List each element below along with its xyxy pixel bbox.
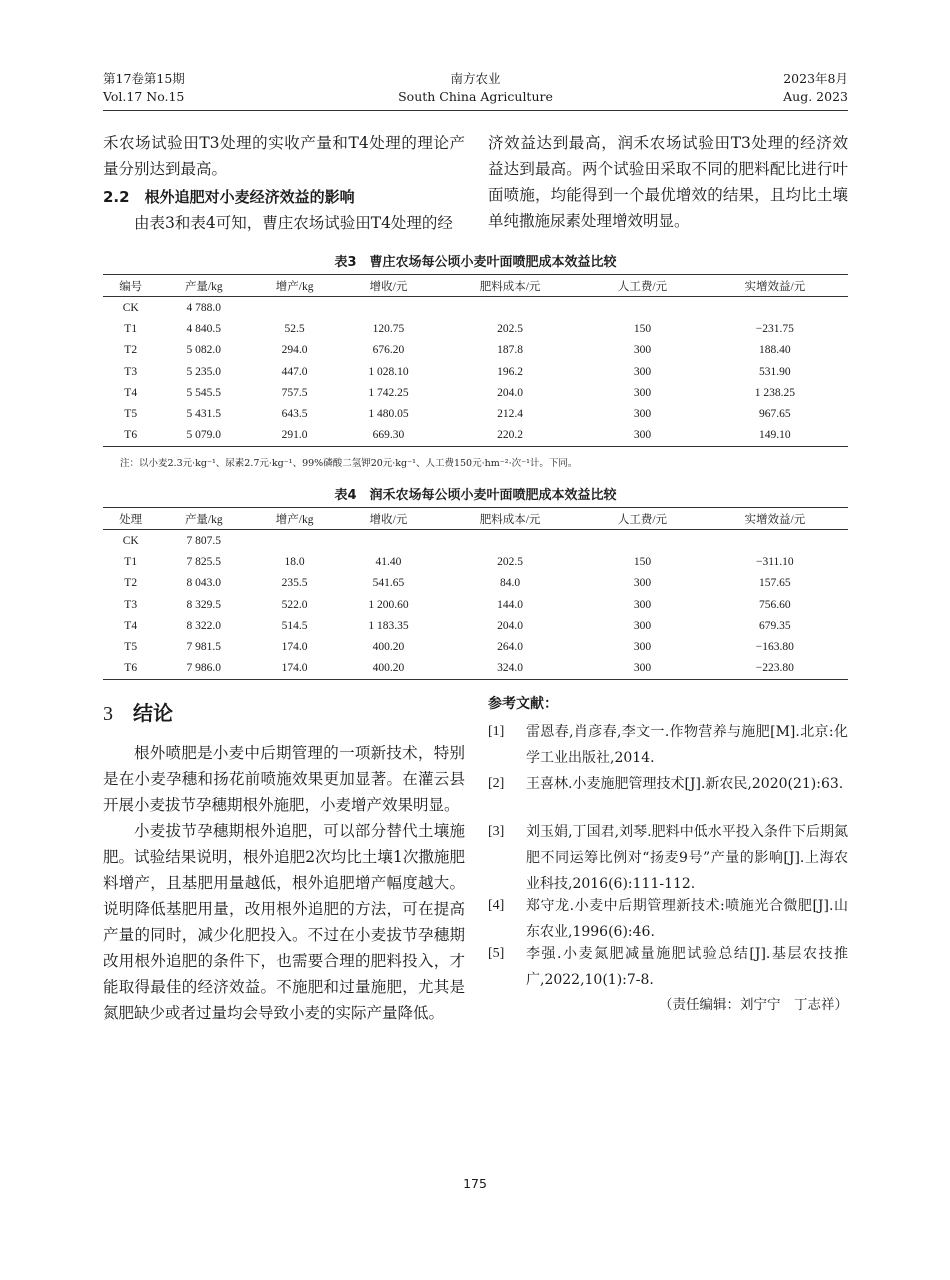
reference-item (488, 819, 848, 897)
table4-cell: 84.0 (500, 577, 521, 590)
table4-cell: 174.0 (281, 641, 308, 654)
table3-caption: 表3 曹庄农场每公顷小麦叶面喷肥成本效益比较 (334, 255, 617, 270)
table3-cell: 212.4 (497, 408, 524, 421)
table3-cell: 4 788.0 (186, 301, 222, 314)
reference-text: 李强.小麦氮肥减量施肥试验总结[J].基层农技推广,2022,10(1):7-8. (526, 946, 848, 988)
table3-header-row (103, 275, 848, 297)
table4-cell: 150 (633, 555, 652, 568)
reference-text: 刘玉娟,丁国君,刘琴.肥料中低水平投入条件下后期氮肥不同运筹比例对“扬麦9号”产量的影响[J].上海农业科技,2016(6):111-112. (526, 824, 848, 892)
table4-cell: 174.0 (281, 662, 308, 675)
table4-cell: 8 043.0 (186, 577, 222, 590)
table3-cell: 300 (633, 386, 652, 399)
right-top-paragraph: 济效益达到最高，润禾农场试验田T3处理的经济效益达到最高。两个试验田采取不同的肥料配比进行叶面喷施，均能得到一个最优增效的结果，且均比土壤单纯撒施尿素处理增效明显。 (488, 134, 848, 230)
table4-cell: T4 (124, 619, 138, 632)
reference-number: [4] (488, 898, 505, 913)
table4-cell: 144.0 (497, 598, 524, 611)
table4-cell: T1 (124, 555, 138, 568)
table4-cell: 300 (633, 598, 652, 611)
table3-row (103, 297, 848, 319)
table4-cell: T6 (124, 662, 138, 675)
table3-cell: 149.10 (759, 429, 791, 442)
table3-cell: 291.0 (281, 429, 308, 442)
table3-row (103, 361, 848, 382)
table4-row (103, 594, 848, 615)
table3-cell: 1 480.05 (368, 408, 409, 421)
table3-cell: 5 079.0 (186, 429, 222, 442)
journal-name-en: South China Agriculture (398, 89, 553, 104)
table3-body (103, 297, 848, 447)
table4-cell: T2 (124, 577, 138, 590)
table3-cell: 300 (633, 408, 652, 421)
table3-cell: 4 840.5 (186, 322, 222, 335)
table3-cell (249, 297, 340, 319)
table3-cell: 220.2 (497, 429, 524, 442)
table4-cell: 400.20 (372, 662, 405, 675)
table4-row (103, 615, 848, 636)
table3-cell: 202.5 (497, 322, 524, 335)
table4-cell: 41.40 (375, 555, 402, 568)
table3-cell: 1 238.25 (754, 386, 795, 399)
table3-cell: 196.2 (497, 365, 524, 378)
table3-header-cell: 产量/kg (158, 275, 249, 297)
table3-cell (583, 297, 702, 319)
table4-caption: 表4 润禾农场每公顷小麦叶面喷肥成本效益比较 (334, 488, 617, 503)
reference-item (488, 771, 848, 797)
table4-cell: 756.60 (759, 598, 791, 611)
table3-row (103, 425, 848, 447)
table3-cell: 5 545.5 (186, 386, 222, 399)
table3-row (103, 403, 848, 424)
table4-cell (702, 530, 848, 552)
table4-body (103, 530, 848, 680)
header-center (103, 70, 848, 106)
table3-row (103, 340, 848, 361)
table4-cell: −311.10 (756, 555, 794, 568)
table4-cell: 541.65 (372, 577, 405, 590)
table3-cell: 300 (633, 344, 652, 357)
table3-cell: 187.8 (497, 344, 524, 357)
conclusion-paragraph-1: 根外喷肥是小麦中后期管理的一项新技术，特别是在小麦孕穗和扬花前喷施效果更加显著。在灌云县开展小麦拔节孕穗期根外施肥，小麦增产效果明显。 (103, 744, 465, 814)
table3-cell: 188.40 (759, 344, 791, 357)
table3-cell: 676.20 (372, 344, 405, 357)
table4-cell: T5 (124, 641, 138, 654)
table3-cell: 1 742.25 (368, 386, 409, 399)
table4-row (103, 530, 848, 552)
table4-cell: 324.0 (497, 662, 524, 675)
table3-cell: 300 (633, 429, 652, 442)
table3-header-cell: 编号 (103, 275, 158, 297)
table3-cell: 204.0 (497, 386, 524, 399)
reference-item (488, 941, 848, 993)
header-date-cn: 2023年8月 (783, 71, 848, 86)
table3-cell: −231.75 (755, 322, 794, 335)
table3-cell: 447.0 (281, 365, 308, 378)
table4-cell: 7 986.0 (186, 662, 222, 675)
table3-cell: T1 (124, 322, 138, 335)
table3-cell: 300 (633, 365, 652, 378)
table3-cell: 757.5 (281, 386, 308, 399)
table3-header-cell: 肥料成本/元 (437, 275, 583, 297)
table3-cell: 120.75 (372, 322, 405, 335)
table4-header-cell: 肥料成本/元 (437, 508, 583, 530)
page-number: 175 (463, 1176, 487, 1191)
table3-cell: T4 (124, 386, 138, 399)
table3-cell: T3 (124, 365, 138, 378)
table3-cell: 294.0 (281, 344, 308, 357)
section-3-number: 3 (103, 703, 113, 725)
table4-cell: 8 329.5 (186, 598, 222, 611)
table4-cell: 157.65 (759, 577, 791, 590)
table4-cell: −163.80 (755, 641, 794, 654)
table4-cell: 1 183.35 (368, 619, 409, 632)
table3-row (103, 382, 848, 403)
reference-item (488, 893, 848, 945)
table3-cell: 1 028.10 (368, 365, 409, 378)
header-volume-cn: 第17卷第15期 (103, 71, 185, 86)
table4-cell: 522.0 (281, 598, 308, 611)
table4-cell: 7 807.5 (186, 534, 222, 547)
table4-cell: −223.80 (755, 662, 794, 675)
table3-row (103, 318, 848, 339)
table4-header-cell: 人工费/元 (583, 508, 702, 530)
table4-cell: 7 825.5 (186, 555, 222, 568)
table3-cell: T5 (124, 408, 138, 421)
table4-cell (249, 530, 340, 552)
reference-text: 雷恩春,肖彦春,李文一.作物营养与施肥[M].北京:化学工业出版社,2014. (526, 724, 848, 766)
table3-header-cell: 实增效益/元 (702, 275, 848, 297)
table4-cell: 8 322.0 (186, 619, 222, 632)
header-rule (103, 110, 848, 111)
table4-cell: 300 (633, 619, 652, 632)
table4 (103, 507, 848, 680)
table4-cell: 400.20 (372, 641, 405, 654)
table3-cell (437, 297, 583, 319)
section-3-title: 结论 (133, 701, 173, 725)
table4-row (103, 551, 848, 572)
table4-cell (437, 530, 583, 552)
references-heading: 参考文献： (488, 696, 558, 712)
table4-cell: 300 (633, 577, 652, 590)
table3-cell: 5 431.5 (186, 408, 222, 421)
table3-header-cell: 人工费/元 (583, 275, 702, 297)
left-second-paragraph: 由表3和表4可知，曹庄农场试验田T4处理的经 (134, 214, 453, 232)
table3-note: 注：以小麦2.3元·kg⁻¹、尿素2.7元·kg⁻¹、99%磷酸二氢钾20元·kg⁻¹、人工费150元·hm⁻²·次⁻¹计。下同。 (120, 458, 578, 469)
table4-header-cell: 产量/kg (158, 508, 249, 530)
reference-number: [3] (488, 824, 505, 839)
table4-cell (583, 530, 702, 552)
table3 (103, 274, 848, 447)
table3-header-cell: 增产/kg (249, 275, 340, 297)
table3-cell (702, 297, 848, 319)
table4-cell: 235.5 (281, 577, 308, 590)
left-top-paragraph: 禾农场试验田T3处理的实收产量和T4处理的理论产量分别达到最高。 (103, 134, 465, 178)
table3-header-cell: 增收/元 (340, 275, 437, 297)
section-3-heading (103, 697, 173, 726)
table3-cell: 5 235.0 (186, 365, 222, 378)
table3-cell: 5 082.0 (186, 344, 222, 357)
header-volume-en: Vol.17 No.15 (103, 89, 185, 104)
table4-cell: 679.35 (759, 619, 791, 632)
header-date-en: Aug. 2023 (783, 89, 848, 104)
table4-row (103, 573, 848, 594)
table3-cell: T6 (124, 429, 138, 442)
table4-cell: 514.5 (281, 619, 308, 632)
table3-cell (340, 297, 437, 319)
table3-cell: CK (122, 301, 139, 314)
table4-header-cell: 增收/元 (340, 508, 437, 530)
table3-cell: 967.65 (759, 408, 791, 421)
reference-text: 王喜林.小麦施肥管理技术[J].新农民,2020(21):63. (526, 776, 844, 792)
table4-row (103, 658, 848, 680)
reference-item (488, 719, 848, 771)
table3-cell: 669.30 (372, 429, 405, 442)
section-2-2-heading: 2.2 根外追肥对小麦经济效益的影响 (103, 188, 355, 206)
table4-header-cell: 增产/kg (249, 508, 340, 530)
table3-cell: 150 (633, 322, 652, 335)
table4-header-row (103, 508, 848, 530)
table4-cell (340, 530, 437, 552)
reference-text: 郑守龙.小麦中后期管理新技术:喷施光合微肥[J].山东农业,1996(6):46. (526, 898, 848, 940)
table4-cell: T3 (124, 598, 138, 611)
reference-number: [2] (488, 776, 505, 791)
table4-cell: 204.0 (497, 619, 524, 632)
table4-cell: 300 (633, 662, 652, 675)
responsible-editor: （责任编辑：刘宁宁 丁志祥） (659, 997, 848, 1013)
table4-cell: 18.0 (284, 555, 305, 568)
table3-cell: 52.5 (284, 322, 305, 335)
table4-header-cell: 实增效益/元 (702, 508, 848, 530)
table4-cell: 300 (633, 641, 652, 654)
table3-cell: 643.5 (281, 408, 308, 421)
table4-header-cell: 处理 (103, 508, 158, 530)
table4-cell: 202.5 (497, 555, 524, 568)
conclusion-paragraph-2: 小麦拔节孕穗期根外追肥，可以部分替代土壤施肥。试验结果说明，根外追肥2次均比土壤1次撒施肥料增产，且基肥用量越低，根外追肥增产幅度越大。说明降低基肥用量，改用根外追肥的方法，可在提高产量的同时，减少化肥投入。不过在小麦拔节孕穗期改用根外追肥的条件下，也需要合理的肥料投入，才能取得最佳的经济效益。不施肥和过量施肥，尤其是氮肥缺少或者过量均会导致小麦的实际产量降低。 (103, 822, 465, 1022)
table4-cell: CK (122, 534, 139, 547)
table4-cell: 7 981.5 (186, 641, 222, 654)
reference-number: [1] (488, 724, 505, 739)
table3-cell: 531.90 (759, 365, 791, 378)
table3-cell: T2 (124, 344, 138, 357)
header-right (783, 70, 848, 106)
running-header (103, 70, 848, 110)
table4-cell: 1 200.60 (368, 598, 409, 611)
reference-number: [5] (488, 946, 505, 961)
table4-cell: 264.0 (497, 641, 524, 654)
table4-row (103, 636, 848, 657)
journal-name-cn: 南方农业 (450, 71, 501, 86)
